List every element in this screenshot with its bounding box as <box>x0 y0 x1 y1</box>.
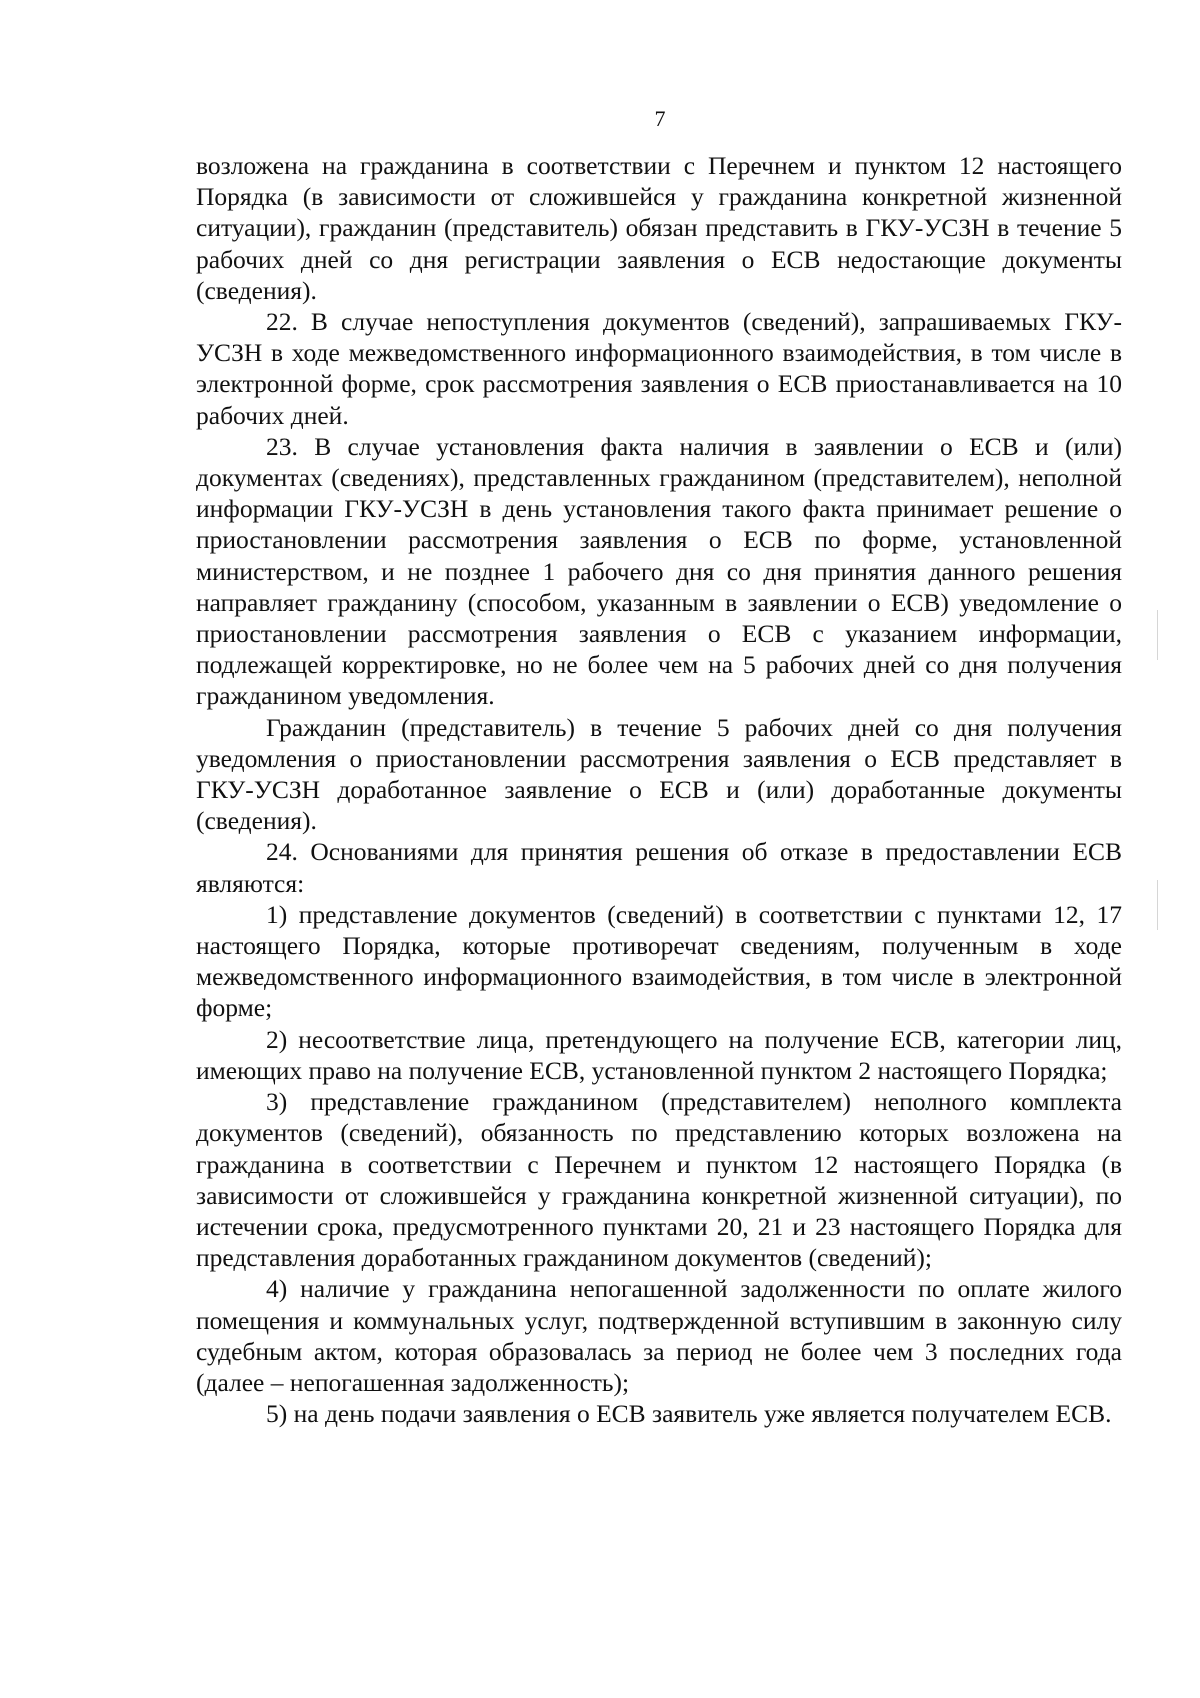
paragraph-24: 24. Основаниями для принятия решения об отказе в предоставлении ЕСВ являются: <box>196 837 1122 898</box>
list-item-3: 3) представление гражданином (представителем) неполного комплекта документов (сведений), обязанность по представлению которых возложена на гражданина в соответствии с Перечнем и пунктом 12 настоящего Порядка (в зависимости от сложившейся у гражданина конкретной жизненной ситуации), по истечении срока, предусмотренного пунктами 20, 21 и 23 настоящего Порядка для представления доработанных гражданином документов (сведений); <box>196 1087 1122 1273</box>
list-item-5: 5) на день подачи заявления о ЕСВ заявитель уже является получателем ЕСВ. <box>266 1399 1112 1429</box>
scan-margin-mark <box>1157 610 1158 660</box>
page-number: 7 <box>654 106 666 131</box>
list-item-2: 2) несоответствие лица, претендующего на получение ЕСВ, категории лиц, имеющих право на получение ЕСВ, установленной пунктом 2 настоящего Порядка; <box>196 1024 1122 1085</box>
paragraph-23: 23. В случае установления факта наличия в заявлении о ЕСВ и (или) документах (сведениях), представленных гражданином (представителем), неполной информации ГКУ-УСЗН в день установления такого факта принимает решение о приостановлении рассмотрения заявления о ЕСВ по форме, установленной министерством, и не позднее 1 рабочего дня со дня принятия данного решения направляет гражданину (способом, указанным в заявлении о ЕСВ) уведомление о приостановлении рассмотрения заявления о ЕСВ с указанием информации, подлежащей корректировке, но не более чем на 5 рабочих дней со дня получения гражданином уведомления. <box>196 431 1122 711</box>
scan-margin-mark <box>1157 880 1158 930</box>
document-body <box>196 150 1122 1429</box>
paragraph-continuation: возложена на гражданина в соответствии с Перечнем и пунктом 12 настоящего Порядка (в зависимости от сложившейся у гражданина конкретной жизненной ситуации), гражданин (представитель) обязан представить в ГКУ-УСЗН в течение 5 рабочих дней со дня регистрации заявления о ЕСВ недостающие документы (сведения). <box>196 151 1122 305</box>
list-item-1: 1) представление документов (сведений) в соответствии с пунктами 12, 17 настоящего Порядка, которые противоречат сведениям, полученным в ходе межведомственного информационного взаимодействия, в том числе в электронной форме; <box>196 899 1122 1023</box>
paragraph-22: 22. В случае непоступления документов (сведений), запрашиваемых ГКУ-УСЗН в ходе межведомственного информационного взаимодействия, в том числе в электронной форме, срок рассмотрения заявления о ЕСВ приостанавливается на 10 рабочих дней. <box>196 307 1122 430</box>
paragraph-23-citizen: Гражданин (представитель) в течение 5 рабочих дней со дня получения уведомления о приостановлении рассмотрения заявления о ЕСВ представляет в ГКУ-УСЗН доработанное заявление о ЕСВ и (или) доработанные документы (сведения). <box>196 712 1122 836</box>
list-item-4: 4) наличие у гражданина непогашенной задолженности по оплате жилого помещения и коммунальных услуг, подтвержденной вступившим в законную силу судебным актом, которая образовалась за период не более чем 3 последних года (далее – непогашенная задолженность); <box>196 1274 1122 1397</box>
